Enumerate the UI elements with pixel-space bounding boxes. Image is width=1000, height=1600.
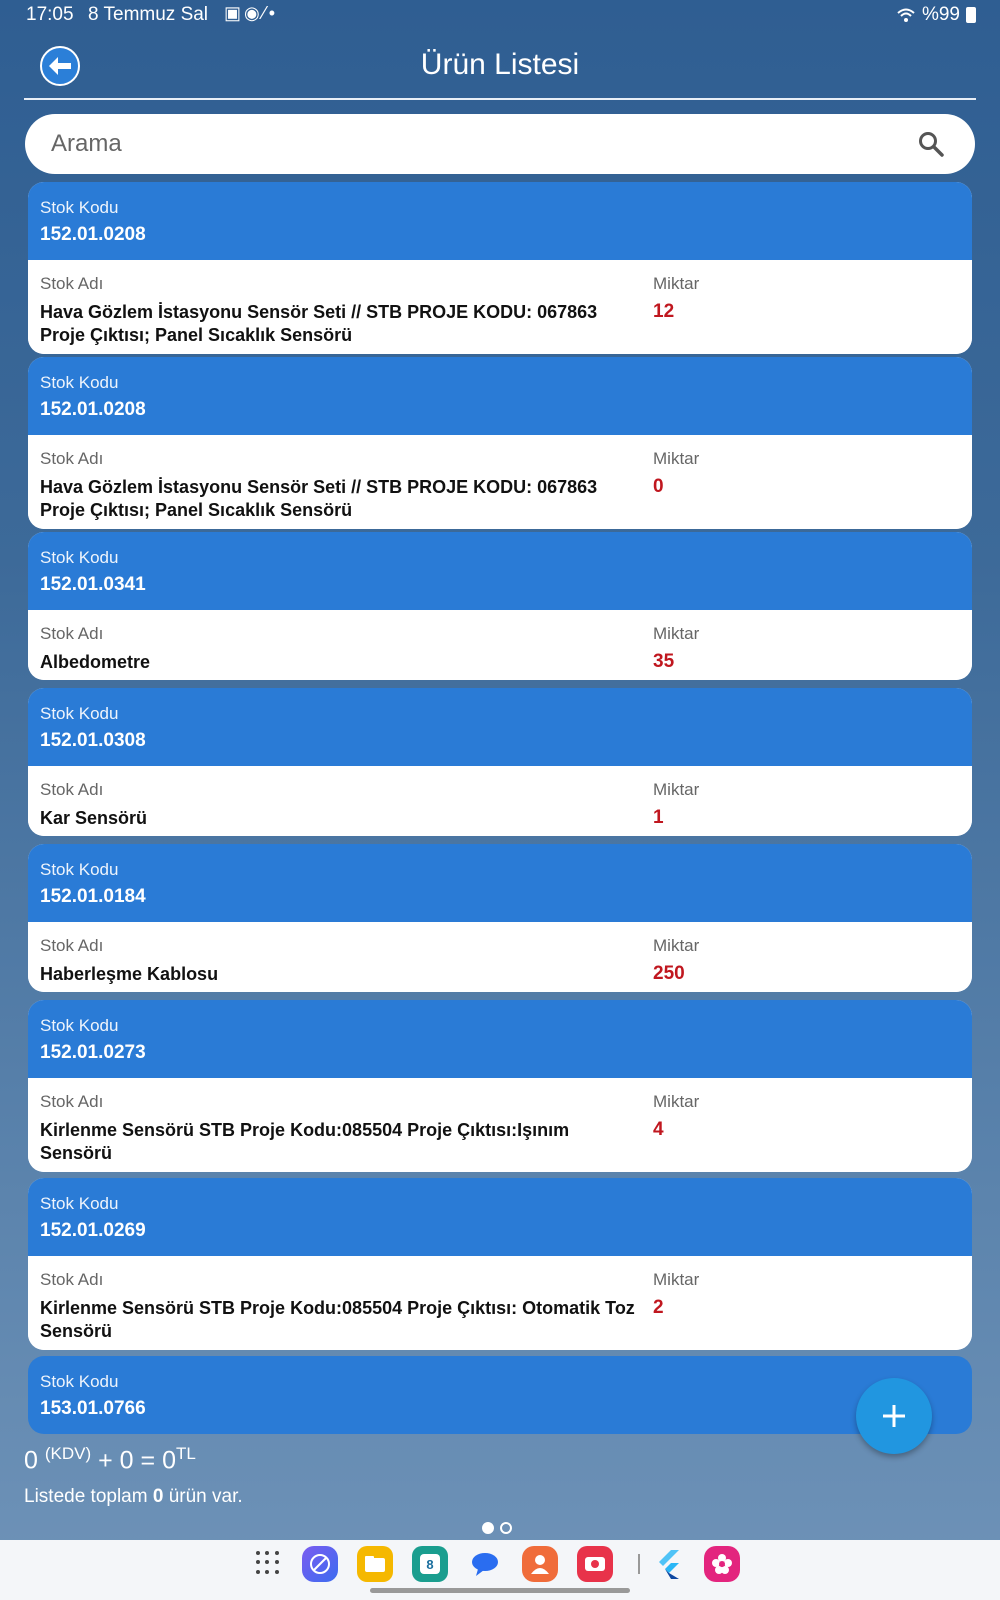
- quantity-value: 1: [653, 807, 664, 828]
- status-bar: [0, 0, 1000, 30]
- stock-name-value: Hava Gözlem İstasyonu Sensör Seti // STB PROJE KODU: 067863 Proje Çıktısı; Panel Sıcaklık Sensörü: [40, 477, 598, 520]
- total-amount: 0: [162, 1446, 176, 1475]
- stock-name-value: Hava Gözlem İstasyonu Sensör Seti // STB PROJE KODU: 067863 Proje Çıktısı; Panel Sıcaklık Sensörü: [40, 302, 598, 345]
- quantity-label: Miktar: [653, 1270, 700, 1289]
- list-item[interactable]: [28, 688, 972, 836]
- quantity-value: 35: [653, 651, 675, 672]
- item-count-text: [24, 1486, 243, 1508]
- list-item[interactable]: [28, 1000, 972, 1172]
- quantity-label: Miktar: [653, 624, 700, 643]
- stock-code-value: 152.01.0184: [40, 886, 146, 907]
- currency-label: TL: [175, 1444, 196, 1463]
- stock-name-value: Haberleşme Kablosu: [40, 964, 219, 984]
- quantity-column: [653, 274, 699, 323]
- kdv-label: (KDV): [44, 1444, 92, 1463]
- stock-code-value: 152.01.0341: [40, 574, 146, 595]
- list-item[interactable]: [28, 357, 972, 529]
- quantity-label: Miktar: [653, 936, 700, 955]
- flutter-icon[interactable]: [650, 1546, 686, 1582]
- card-header: [28, 357, 972, 435]
- quantity-value: 2: [653, 1297, 664, 1318]
- messages-icon[interactable]: [467, 1546, 503, 1582]
- stock-code-label: Stok Kodu: [40, 1372, 119, 1391]
- quantity-column: [653, 780, 699, 829]
- app-header: [24, 38, 976, 100]
- quantity-column: [653, 1092, 699, 1141]
- search-input[interactable]: [51, 124, 871, 164]
- plus-sign: +: [98, 1446, 113, 1475]
- quantity-column: [653, 1270, 699, 1319]
- stock-code-value: 152.01.0208: [40, 224, 146, 245]
- search-icon[interactable]: [917, 130, 945, 158]
- stock-code-value: 152.01.0273: [40, 1042, 146, 1063]
- add-button[interactable]: [856, 1378, 932, 1454]
- home-indicator-bar[interactable]: [370, 1588, 630, 1593]
- status-notification-icons: [224, 3, 278, 24]
- stock-code-value: 152.01.0208: [40, 399, 146, 420]
- card-header: [28, 1178, 972, 1256]
- page-dot-active[interactable]: [482, 1522, 494, 1534]
- list-item[interactable]: [28, 182, 972, 354]
- quantity-value: 250: [653, 963, 685, 984]
- card-header: [28, 1000, 972, 1078]
- stock-name-value: Kirlenme Sensörü STB Proje Kodu:085504 Proje Çıktısı:Işınım Sensörü: [40, 1120, 570, 1163]
- status-time: 17:05: [26, 4, 74, 25]
- sync-icon: ◉: [244, 3, 263, 23]
- page-dot[interactable]: [500, 1522, 512, 1534]
- quantity-column: [653, 624, 699, 673]
- screen-recorder-icon[interactable]: [577, 1546, 613, 1582]
- net-amount: 0: [24, 1446, 38, 1475]
- quantity-value: 4: [653, 1119, 664, 1140]
- list-item[interactable]: [28, 844, 972, 992]
- stock-code-label: Stok Kodu: [40, 860, 119, 879]
- totals-line: [24, 1444, 196, 1475]
- stock-name-label: Stok Adı: [40, 449, 104, 468]
- calendar-day: 8: [420, 1554, 440, 1574]
- dock-separator: [638, 1554, 640, 1574]
- battery-icon: [966, 7, 976, 23]
- quantity-label: Miktar: [653, 1092, 700, 1111]
- list-item[interactable]: [28, 1356, 972, 1434]
- quantity-label: Miktar: [653, 780, 700, 799]
- quantity-label: Miktar: [653, 449, 700, 468]
- stock-name-value: Kar Sensörü: [40, 808, 148, 828]
- stock-code-value: 153.01.0766: [40, 1398, 146, 1419]
- stock-code-value: 152.01.0308: [40, 730, 146, 751]
- card-header: [28, 844, 972, 922]
- my-files-icon[interactable]: [357, 1546, 393, 1582]
- gallery-icon: ▣: [224, 3, 245, 23]
- stock-code-label: Stok Kodu: [40, 704, 119, 723]
- count-value: 0: [152, 1486, 164, 1507]
- equals-sign: =: [140, 1446, 156, 1475]
- magic-wand-icon: ⁄: [262, 3, 269, 23]
- calendar-icon[interactable]: [412, 1546, 448, 1582]
- stock-name-label: Stok Adı: [40, 780, 104, 799]
- kdv-amount: 0: [119, 1446, 134, 1475]
- internet-icon[interactable]: [302, 1546, 338, 1582]
- card-header: [28, 532, 972, 610]
- quantity-value: 0: [653, 476, 664, 497]
- stock-code-label: Stok Kodu: [40, 548, 119, 567]
- page-title: Ürün Listesi: [420, 48, 580, 81]
- stock-name-value: Kirlenme Sensörü STB Proje Kodu:085504 Proje Çıktısı: Otomatik Toz Sensörü: [40, 1298, 635, 1341]
- product-list: [28, 182, 972, 1440]
- stock-code-label: Stok Kodu: [40, 1016, 119, 1035]
- list-item[interactable]: [28, 532, 972, 680]
- card-body: [28, 766, 972, 836]
- card-header: [28, 1356, 972, 1434]
- stock-code-label: Stok Kodu: [40, 198, 119, 217]
- stock-name-label: Stok Adı: [40, 1270, 104, 1289]
- quantity-label: Miktar: [653, 274, 700, 293]
- stock-code-label: Stok Kodu: [40, 1194, 119, 1213]
- taskbar-dock: [0, 1540, 1000, 1600]
- quantity-column: [653, 936, 699, 985]
- apps-grid-icon[interactable]: [256, 1551, 280, 1575]
- list-item[interactable]: [28, 1178, 972, 1350]
- blossom-icon[interactable]: [704, 1546, 740, 1582]
- card-body: [28, 260, 972, 354]
- card-body: [28, 922, 972, 992]
- card-body: [28, 435, 972, 529]
- card-body: [28, 610, 972, 680]
- stock-code-value: 152.01.0269: [40, 1220, 146, 1241]
- card-header: [28, 688, 972, 766]
- count-prefix: Listede toplam: [24, 1486, 148, 1507]
- page-indicator: [482, 1522, 512, 1534]
- stock-name-label: Stok Adı: [40, 936, 104, 955]
- wifi-icon: [896, 7, 916, 23]
- stock-name-label: Stok Adı: [40, 1092, 104, 1111]
- contacts-icon[interactable]: [522, 1546, 558, 1582]
- quantity-value: 12: [653, 301, 675, 322]
- card-header: [28, 182, 972, 260]
- stock-name-value: Albedometre: [40, 652, 151, 672]
- plus-icon: [881, 1403, 907, 1429]
- stock-name-label: Stok Adı: [40, 624, 104, 643]
- dot-icon: •: [268, 3, 279, 23]
- card-body: [28, 1078, 972, 1172]
- count-suffix: ürün var.: [168, 1486, 243, 1507]
- stock-code-label: Stok Kodu: [40, 373, 119, 392]
- quantity-column: [653, 449, 699, 498]
- search-bar: [25, 114, 975, 174]
- battery-text: %99: [921, 4, 960, 25]
- stock-name-label: Stok Adı: [40, 274, 104, 293]
- status-date: 8 Temmuz Sal: [88, 4, 209, 25]
- card-body: [28, 1256, 972, 1350]
